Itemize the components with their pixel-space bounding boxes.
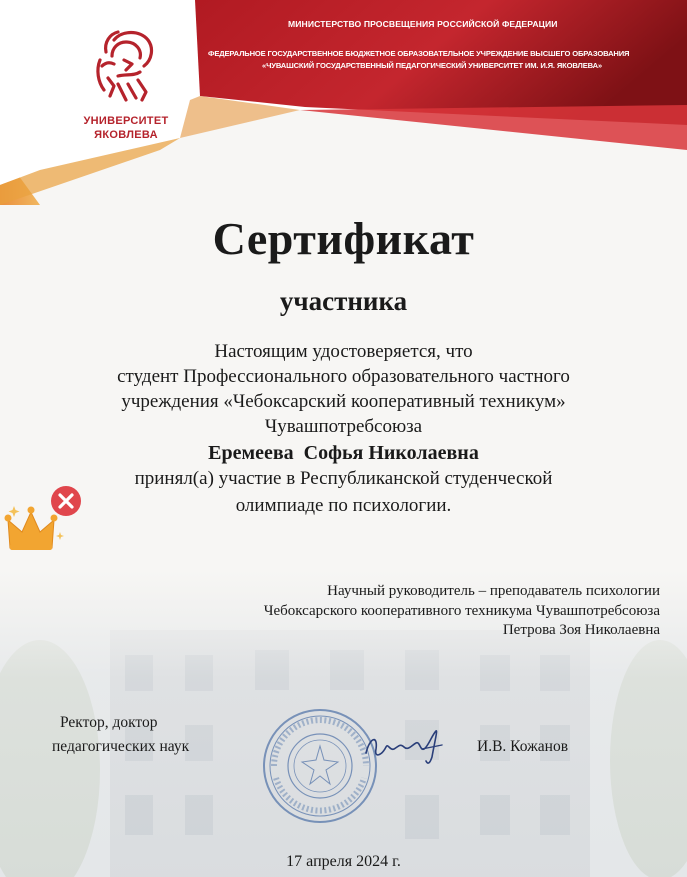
result-line-2: олимпиаде по психологии.	[235, 495, 452, 516]
supervisor-line-1: Научный руководитель – преподаватель психологии	[327, 583, 660, 599]
crown-icon[interactable]	[5, 507, 58, 551]
institution-line-2: «ЧУВАШСКИЙ ГОСУДАРСТВЕННЫЙ ПЕДАГОГИЧЕСКИЙ УНИВЕРСИТЕТ ИМ. И.Я. ЯКОВЛЕВА»	[262, 61, 602, 70]
supervisor-line-2: Чебоксарского кооперативного техникума Чувашпотребсоюза	[263, 603, 660, 619]
crown-overlay-widget	[4, 482, 90, 558]
body-line-3: учреждения «Чебоксарский кооперативный техникум»	[121, 391, 566, 412]
rector-title-line-2: педагогических наук	[52, 738, 190, 755]
rector-title-line-1: Ректор, доктор	[60, 714, 158, 731]
close-icon[interactable]	[51, 486, 81, 516]
certificate-subtitle: участника	[279, 286, 408, 316]
logo-text-line-1: УНИВЕРСИТЕТ	[83, 115, 169, 127]
result-line-1: принял(а) участие в Республиканской студенческой	[134, 468, 553, 489]
institution-line-1: ФЕДЕРАЛЬНОЕ ГОСУДАРСТВЕННОЕ БЮДЖЕТНОЕ ОБРАЗОВАТЕЛЬНОЕ УЧРЕЖДЕНИЕ ВЫСШЕГО ОБРАЗОВАНИЯ	[208, 49, 630, 58]
ministry-title: МИНИСТЕРСТВО ПРОСВЕЩЕНИЯ РОССИЙСКОЙ ФЕДЕРАЦИИ	[288, 19, 558, 29]
rector-name: И.В. Кожанов	[477, 738, 569, 755]
body-line-2: студент Профессионального образовательного частного	[117, 366, 570, 387]
body-line-4: Чувашпотребсоюза	[264, 416, 423, 437]
logo-text-line-2: ЯКОВЛЕВА	[94, 129, 158, 141]
supervisor-name: Петрова Зоя Николаевна	[502, 622, 660, 638]
issue-date: 17 апреля 2024 г.	[286, 853, 401, 870]
recipient-name: Еремеева Софья Николаевна	[208, 442, 479, 464]
handwritten-signature	[362, 727, 444, 767]
university-logo-icon	[92, 26, 158, 106]
certificate-title: Сертификат	[212, 213, 475, 264]
body-line-1: Настоящим удостоверяется, что	[214, 341, 473, 362]
